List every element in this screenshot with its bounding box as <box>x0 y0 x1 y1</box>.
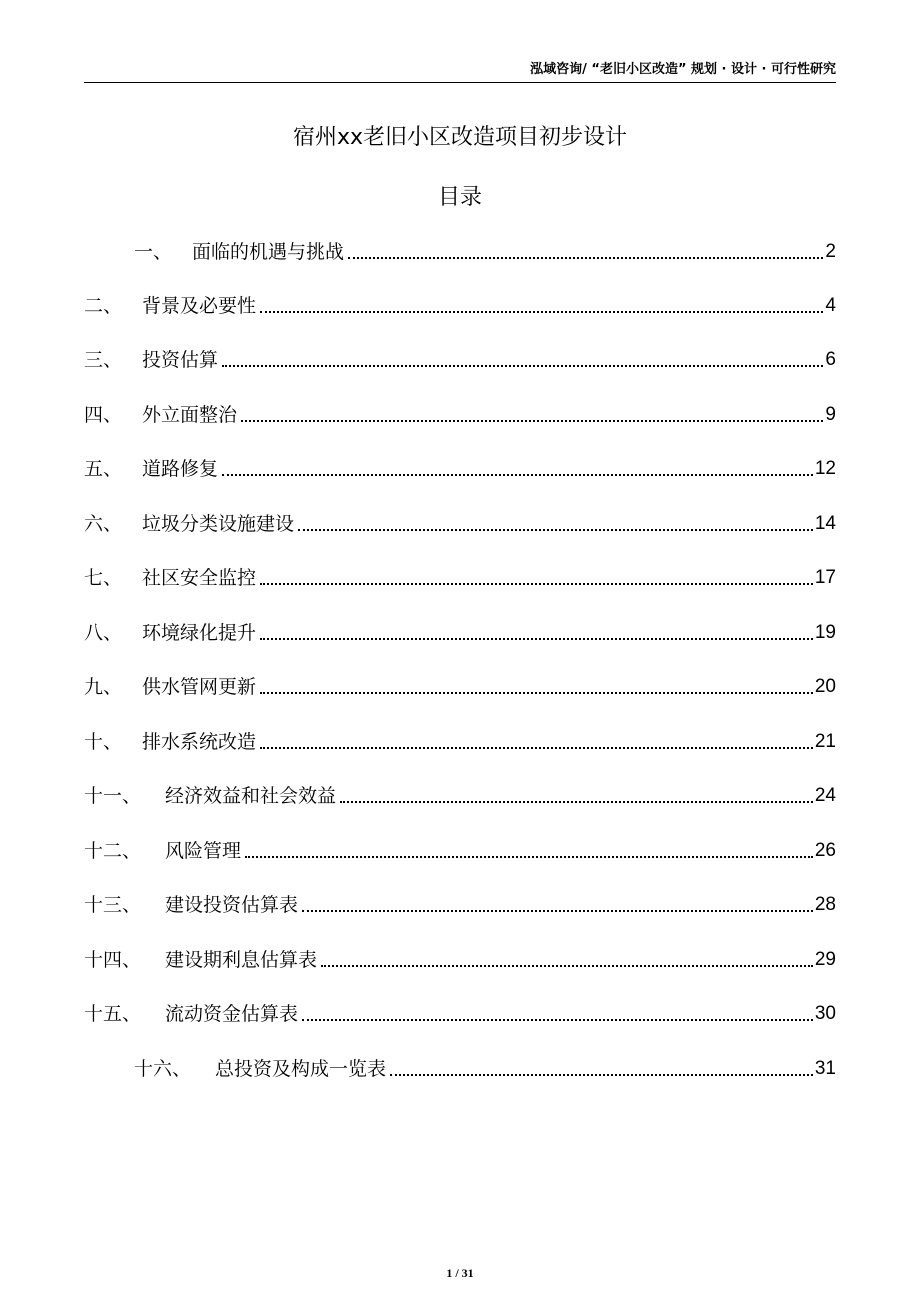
toc-entry-page: 4 <box>825 295 836 316</box>
toc-entry-number: 十二、 <box>84 840 142 862</box>
toc-entry-number: 八、 <box>84 622 123 644</box>
toc-dot-leader <box>321 965 813 967</box>
toc-entry-number: 四、 <box>84 404 123 426</box>
toc-dot-leader <box>222 474 813 476</box>
toc-entry-number: 十、 <box>84 731 123 753</box>
toc-entry-page: 17 <box>814 567 836 588</box>
toc-entry-number: 三、 <box>84 349 123 371</box>
toc-entry-number: 九、 <box>84 676 123 698</box>
toc-entry-title: 风险管理 <box>165 840 242 862</box>
toc-entry-page: 31 <box>814 1058 836 1079</box>
toc-entry[interactable] <box>84 887 836 921</box>
toc-entry-number: 二、 <box>84 295 123 317</box>
toc-heading: 目录 <box>437 185 482 210</box>
toc-entry-number: 七、 <box>84 567 123 589</box>
toc-entry-page: 29 <box>814 949 836 970</box>
toc-entry-title: 外立面整治 <box>142 404 238 426</box>
toc-entry-title: 总投资及构成一览表 <box>215 1058 387 1080</box>
toc-entry-page: 12 <box>814 458 836 479</box>
toc-entry-page: 6 <box>825 349 836 370</box>
toc-entry-title: 环境绿化提升 <box>142 622 257 644</box>
toc-entry-number: 六、 <box>84 513 123 535</box>
toc-entry[interactable] <box>134 1051 836 1085</box>
document-title: 宿州xx老旧小区改造项目初步设计 <box>292 125 628 150</box>
toc-entry-page: 26 <box>814 840 836 861</box>
toc-entry-title: 面临的机遇与挑战 <box>192 241 345 263</box>
toc-entry-title: 排水系统改造 <box>142 731 257 753</box>
toc-entry[interactable] <box>84 724 836 758</box>
toc-entry-page: 2 <box>825 241 836 262</box>
toc-entry[interactable] <box>84 506 836 540</box>
toc-entry-page: 14 <box>814 513 836 534</box>
toc-dot-leader <box>260 583 813 585</box>
toc-entry-number: 十五、 <box>84 1003 142 1025</box>
toc-dot-leader <box>241 420 823 422</box>
toc-entry[interactable] <box>84 397 836 431</box>
toc-entry[interactable] <box>134 234 836 268</box>
toc-entry-number: 五、 <box>84 458 123 480</box>
toc-entry-page: 9 <box>825 404 836 425</box>
toc-entry-page: 28 <box>814 894 836 915</box>
toc-dot-leader <box>302 910 813 912</box>
toc-entry[interactable] <box>84 615 836 649</box>
toc-entry-title: 社区安全监控 <box>142 567 257 589</box>
toc-entry-page: 21 <box>814 731 836 752</box>
running-header: 泓域咨询/ “老旧小区改造” 规划 · 设计 · 可行性研究 <box>530 62 836 77</box>
toc-entry-page: 20 <box>814 676 836 697</box>
toc-entry-number: 十一、 <box>84 785 142 807</box>
toc-entry-page: 19 <box>814 622 836 643</box>
header-divider <box>84 82 836 83</box>
toc-entry-page: 24 <box>814 785 836 806</box>
toc-dot-leader <box>302 1019 813 1021</box>
toc-dot-leader <box>298 529 813 531</box>
toc-entry-page: 30 <box>814 1003 836 1024</box>
page-number: 1 / 31 <box>446 1266 474 1280</box>
toc-dot-leader <box>260 638 813 640</box>
toc-entry-title: 建设期利息估算表 <box>165 949 318 971</box>
toc-entry-title: 建设投资估算表 <box>165 894 299 916</box>
toc-entry-title: 道路修复 <box>142 458 219 480</box>
toc-entry[interactable] <box>84 560 836 594</box>
toc-dot-leader <box>390 1074 813 1076</box>
toc-entry[interactable] <box>84 833 836 867</box>
toc-entry-number: 十三、 <box>84 894 142 916</box>
toc-entry-title: 背景及必要性 <box>142 295 257 317</box>
toc-entry-number: 十六、 <box>134 1058 192 1080</box>
toc-entry[interactable] <box>84 288 836 322</box>
toc-dot-leader <box>340 801 813 803</box>
toc-entry-title: 供水管网更新 <box>142 676 257 698</box>
toc-entry[interactable] <box>84 451 836 485</box>
toc-entry[interactable] <box>84 942 836 976</box>
toc-entry-title: 流动资金估算表 <box>165 1003 299 1025</box>
toc-entry[interactable] <box>84 669 836 703</box>
toc-entry[interactable] <box>84 342 836 376</box>
toc-entry-title: 经济效益和社会效益 <box>165 785 337 807</box>
toc-entry-number: 十四、 <box>84 949 142 971</box>
toc-entry-title: 垃圾分类设施建设 <box>142 513 295 535</box>
toc-entry[interactable] <box>84 996 836 1030</box>
toc-entry[interactable] <box>84 778 836 812</box>
toc-dot-leader <box>260 692 813 694</box>
toc-dot-leader <box>222 365 823 367</box>
toc-dot-leader <box>245 856 813 858</box>
toc-dot-leader <box>260 747 813 749</box>
toc-dot-leader <box>348 257 823 259</box>
toc-entry-number: 一、 <box>134 241 173 263</box>
toc-dot-leader <box>260 311 823 313</box>
toc-entry-title: 投资估算 <box>142 349 219 371</box>
